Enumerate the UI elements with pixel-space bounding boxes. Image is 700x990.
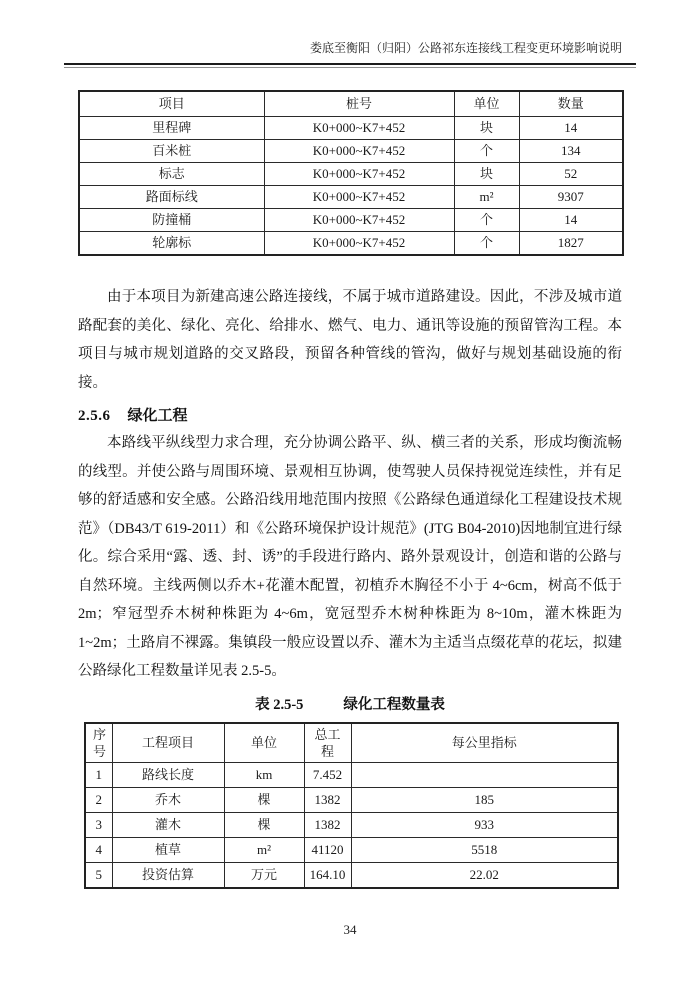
table-cell: K0+000~K7+452 [264, 186, 454, 209]
column-header: 总工程 [304, 723, 351, 763]
column-header: 项目 [79, 91, 264, 117]
table-cell: 134 [519, 140, 623, 163]
table-cell: K0+000~K7+452 [264, 232, 454, 256]
table-cell [351, 762, 618, 787]
table-cell: 百米桩 [79, 140, 264, 163]
table-cell: 164.10 [304, 862, 351, 888]
header-title: 娄底至衡阳（归阳）公路祁东连接线工程变更环境影响说明 [309, 41, 622, 55]
table-cell: 5 [85, 862, 112, 888]
section-title: 绿化工程 [127, 408, 188, 424]
table-cell: 里程碑 [79, 117, 264, 140]
table-cell: 个 [454, 209, 519, 232]
table-row [85, 762, 618, 787]
table-cell: 投资估算 [112, 862, 224, 888]
table-cell: 植草 [112, 837, 224, 862]
table-cell: 块 [454, 117, 519, 140]
table-cell: K0+000~K7+452 [264, 140, 454, 163]
table-cell: 个 [454, 232, 519, 256]
table-cell: 41120 [304, 837, 351, 862]
table-cell: km [224, 762, 304, 787]
table-cell: 路线长度 [112, 762, 224, 787]
paragraph: 由于本项目为新建高速公路连接线，不属于城市道路建设。因此，不涉及城市道路配套的美化、绿化、亮化、给排水、燃气、电力、通讯等设施的预留管沟工程。本项目与城市规划道路的交叉路段，预留各种管线的管沟，做好与规划基础设施的衔接。 [78, 289, 622, 391]
table-cell: 棵 [224, 812, 304, 837]
column-header: 桩号 [264, 91, 454, 117]
table-row [79, 163, 623, 186]
table-cell: 52 [519, 163, 623, 186]
table-cell: 棵 [224, 787, 304, 812]
table-cell: 灌木 [112, 812, 224, 837]
table-cell: K0+000~K7+452 [264, 163, 454, 186]
table-cell: K0+000~K7+452 [264, 117, 454, 140]
table-cell: 1382 [304, 787, 351, 812]
table-row [79, 209, 623, 232]
table-cell: m² [454, 186, 519, 209]
column-header: 数量 [519, 91, 623, 117]
signage-quantity-table [78, 90, 624, 256]
table-cell: 5518 [351, 837, 618, 862]
table-cell: 1382 [304, 812, 351, 837]
table-cell: 7.452 [304, 762, 351, 787]
table-cell: 3 [85, 812, 112, 837]
table-cell: 标志 [79, 163, 264, 186]
table-cell: m² [224, 837, 304, 862]
greening-quantity-table [84, 722, 619, 889]
table-row [79, 140, 623, 163]
column-header: 单位 [224, 723, 304, 763]
table-header-row [85, 723, 618, 763]
table-row [79, 232, 623, 256]
table-cell: 14 [519, 117, 623, 140]
column-header: 序号 [85, 723, 112, 763]
table-cell: 4 [85, 837, 112, 862]
paragraph: 本路线平纵线型力求合理，充分协调公路平、纵、横三者的关系，形成均衡流畅的线型。并使公路与周围环境、景观相互协调，使驾驶人员保持视觉连续性，并有足够的舒适感和安全感。公路沿线用地范围内按照《公路绿色通道绿化工程建设技术规范》（DB43/T 619-2011）和《公路环境保护设计规范》(JTG B04-2010)因地制宜进行绿化。综合采用“露、透、封、诱”的手段进行路内、路外景观设计，创造和谐的公路与自然环境。主线两侧以乔木+花灌木配置，初植乔木胸径不小于 4~6cm，树高不低于 2m；窄冠型乔木树种株距为 4~6m，宽冠型乔木树种株距为 8~10m，灌木株距为 1~2m；土路肩不裸露。集镇段一般应设置以乔、灌木为主适当点缀花草的花坛，拟建公路绿化工程数量详见表 2.5-5。 [78, 435, 622, 679]
table-cell: 轮廓标 [79, 232, 264, 256]
table-cell: 1 [85, 762, 112, 787]
table-cell: 2 [85, 787, 112, 812]
table-cell: 万元 [224, 862, 304, 888]
column-header: 单位 [454, 91, 519, 117]
table-cell: 9307 [519, 186, 623, 209]
table-row [79, 186, 623, 209]
table-row [85, 862, 618, 888]
table-cell: 个 [454, 140, 519, 163]
table-caption-label: 表 2.5-5 [255, 696, 304, 713]
section-number: 2.5.6 [78, 408, 111, 424]
table-caption-title: 绿化工程数量表 [343, 696, 445, 713]
header-rule [64, 63, 636, 68]
section-heading [78, 403, 622, 429]
table-cell: 1827 [519, 232, 623, 256]
table-cell: 933 [351, 812, 618, 837]
table-caption [78, 694, 622, 716]
table-cell: 防撞桶 [79, 209, 264, 232]
column-header: 每公里指标 [351, 723, 618, 763]
table-cell: K0+000~K7+452 [264, 209, 454, 232]
page-number: 34 [343, 922, 357, 937]
table-row [85, 837, 618, 862]
table-cell: 185 [351, 787, 618, 812]
table-cell: 路面标线 [79, 186, 264, 209]
column-header: 工程项目 [112, 723, 224, 763]
table-row [85, 812, 618, 837]
table-row [85, 787, 618, 812]
table-cell: 块 [454, 163, 519, 186]
table-cell: 22.02 [351, 862, 618, 888]
table-header-row [79, 91, 623, 117]
table-row [79, 117, 623, 140]
table-cell: 乔木 [112, 787, 224, 812]
table-cell: 14 [519, 209, 623, 232]
